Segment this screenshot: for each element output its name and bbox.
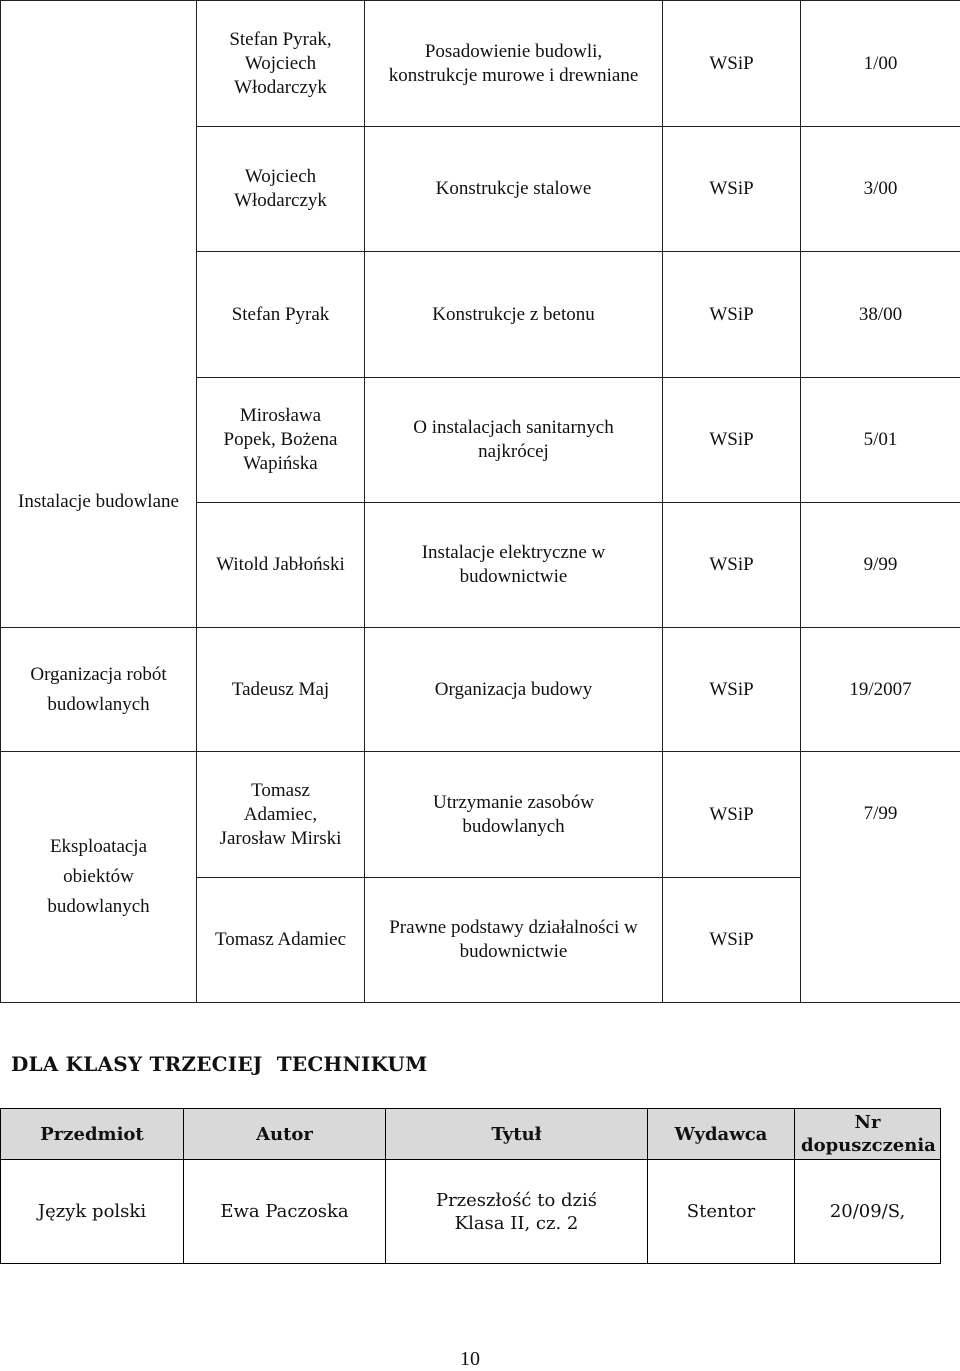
title-cell: Przeszłość to dziś Klasa II, cz. 2 [386, 1160, 648, 1264]
header-subject: Przedmiot [1, 1109, 184, 1160]
publisher-cell: WSiP [663, 503, 801, 628]
table-header-row [1, 1109, 941, 1160]
author-cell: Tomasz Adamiec, Jarosław Mirski [197, 752, 365, 878]
table-row [1, 378, 960, 503]
publisher-cell: WSiP [663, 1, 801, 127]
table-row [1, 628, 960, 752]
title-cell: Konstrukcje stalowe [365, 127, 663, 252]
publisher-cell: Stentor [648, 1160, 795, 1264]
header-author: Autor [184, 1109, 386, 1160]
subject-cell: Organizacja robót budowlanych [1, 628, 197, 752]
number-cell: 38/00 [801, 252, 960, 378]
number-cell: 19/2007 [801, 628, 960, 752]
publisher-cell: WSiP [663, 752, 801, 878]
section-heading: DLA KLASY TRZECIEJ TECHNIKUM [11, 1052, 428, 1076]
title-cell: Organizacja budowy [365, 628, 663, 752]
author-cell: Tadeusz Maj [197, 628, 365, 752]
textbook-table-third-class [0, 1108, 941, 1264]
title-cell: Prawne podstawy działalności w budownictwie [365, 878, 663, 1003]
subject-cell-empty [1, 1, 197, 378]
publisher-cell: WSiP [663, 628, 801, 752]
author-cell: Stefan Pyrak [197, 252, 365, 378]
title-cell: Posadowienie budowli, konstrukcje murowe i drewniane [365, 1, 663, 127]
author-cell: Stefan Pyrak, Wojciech Włodarczyk [197, 1, 365, 127]
publisher-cell: WSiP [663, 378, 801, 503]
page-number: 10 [460, 1348, 480, 1370]
author-cell: Wojciech Włodarczyk [197, 127, 365, 252]
number-cell: 20/09/S, [795, 1160, 941, 1264]
header-title: Tytuł [386, 1109, 648, 1160]
number-cell: 9/99 [801, 503, 960, 628]
publisher-cell: WSiP [663, 127, 801, 252]
number-cell: 1/00 [801, 1, 960, 127]
author-cell: Mirosława Popek, Bożena Wapińska [197, 378, 365, 503]
header-publisher: Wydawca [648, 1109, 795, 1160]
number-cell: 7/99 [801, 752, 960, 1003]
publisher-cell: WSiP [663, 252, 801, 378]
publisher-cell: WSiP [663, 878, 801, 1003]
author-cell: Ewa Paczoska [184, 1160, 386, 1264]
title-cell: Konstrukcje z betonu [365, 252, 663, 378]
subject-cell: Język polski [1, 1160, 184, 1264]
title-cell: Instalacje elektryczne w budownictwie [365, 503, 663, 628]
table-row [1, 752, 960, 878]
number-cell: 3/00 [801, 127, 960, 252]
title-cell: Utrzymanie zasobów budowlanych [365, 752, 663, 878]
author-cell: Witold Jabłoński [197, 503, 365, 628]
table-row [1, 1, 960, 127]
number-cell: 5/01 [801, 378, 960, 503]
author-cell: Tomasz Adamiec [197, 878, 365, 1003]
subject-cell: Eksploatacja obiektów budowlanych [1, 752, 197, 1003]
subject-cell: Instalacje budowlane [1, 378, 197, 628]
title-cell: O instalacjach sanitarnych najkrócej [365, 378, 663, 503]
table-row [1, 1160, 941, 1264]
header-number: Nr dopuszczenia [795, 1109, 941, 1160]
